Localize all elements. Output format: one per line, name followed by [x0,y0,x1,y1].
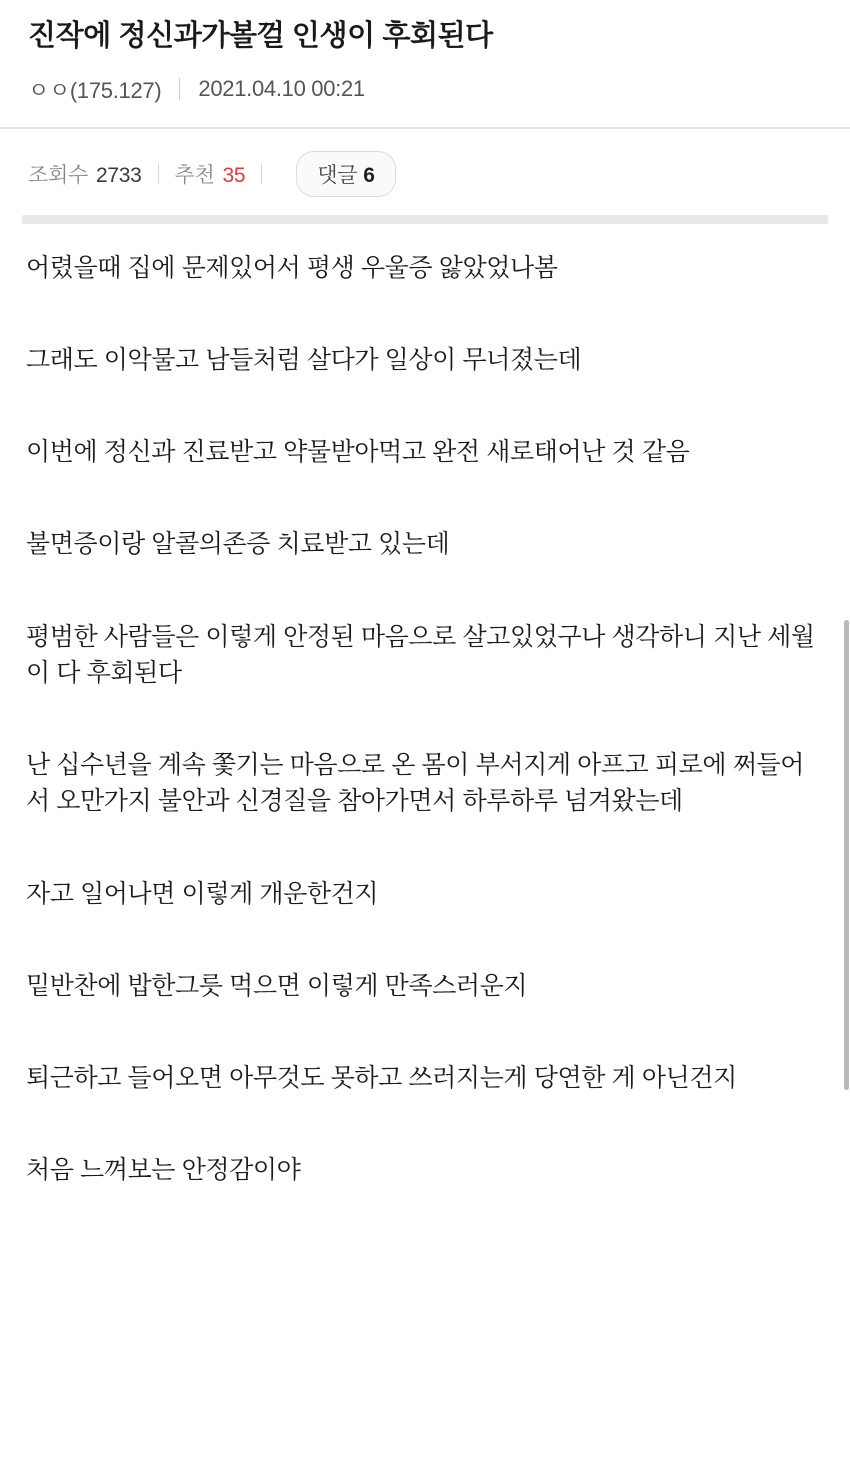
post-paragraph: 난 십수년을 계속 쫓기는 마음으로 온 몸이 부서지게 아프고 피로에 쩌들어서 오만가지 불안과 신경질을 참아가면서 하루하루 넘겨왔는데 [26,751,804,816]
post-header [0,0,850,127]
post-paragraph: 불면증이랑 알콜의존증 치료받고 있는데 [26,530,450,559]
recommend-stat [175,159,246,189]
views-stat [28,159,142,189]
views-value: 2733 [95,163,142,187]
recommend-label: 추천 [174,163,215,187]
post-paragraph: 자고 일어나면 이렇게 개운한건지 [26,879,379,908]
post-author[interactable]: ㅇㅇ(175.127) [28,77,162,103]
post-paragraph: 이번에 정신과 진료받고 약물받아먹고 완전 새로태어난 것 같음 [26,438,690,467]
post-paragraph: 밑반찬에 밥한그릇 먹으면 이렇게 만족스러운지 [26,971,528,1000]
scrollbar-thumb[interactable] [844,620,849,1090]
post-paragraph: 퇴근하고 들어오면 아무것도 못하고 쓰러지는게 당연한 게 아닌건지 [26,1064,737,1093]
post-paragraph: 처음 느껴보는 안정감이야 [26,1156,301,1185]
stats-divider-1 [158,164,159,184]
section-separator-bar [22,215,828,224]
views-label: 조회수 [28,163,88,187]
meta-divider [179,78,180,100]
post-paragraph: 평범한 사람들은 이렇게 안정된 마음으로 살고있었구나 생각하니 지난 세월이 다 후회된다 [26,622,815,687]
page-title: 진작에 정신과가볼껄 인생이 후회된다 [28,20,493,52]
recommend-value: 35 [222,163,246,187]
post-body [0,224,850,1229]
post-stats [0,129,850,215]
comments-label: 댓글 [317,163,358,187]
stats-divider-2 [261,164,262,184]
post-meta [28,74,822,127]
comments-count: 6 [363,163,375,187]
post-paragraph: 그래도 이악물고 남들처럼 살다가 일상이 무너졌는데 [26,345,582,374]
scrollbar[interactable] [843,0,850,1479]
post-paragraph: 어렸을때 집에 문제있어서 평생 우울증 앓았었나봄 [26,253,558,282]
comments-button[interactable] [296,151,395,197]
post-date: 2021.04.10 00:21 [198,76,365,102]
